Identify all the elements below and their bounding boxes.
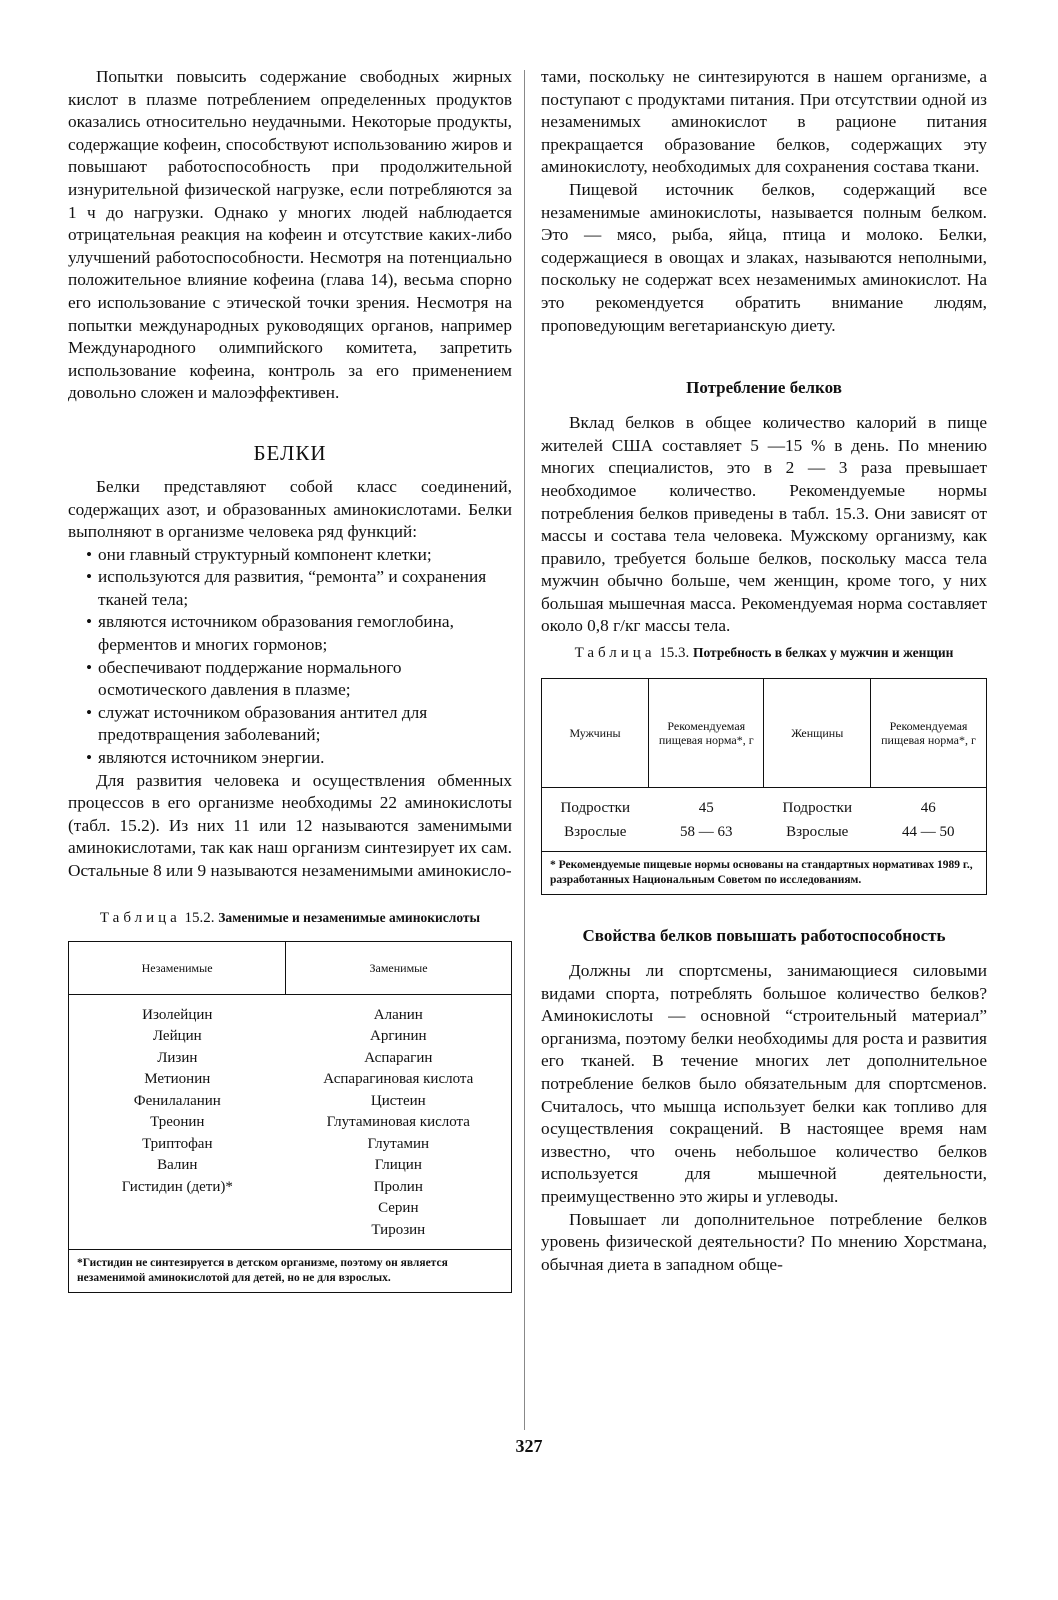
table-15-3-caption: Таблица 15.3. Потребность в белках у мужчин и женщин: [574, 645, 954, 662]
nonessential-list: Аланин Аргинин Аспарагин Аспарагиновая кислота Цистеин Глутаминовая кислота Глутамин Глицин Пролин Серин Тирозин: [323, 1006, 474, 1238]
column-header-women: Женщины: [764, 679, 871, 788]
list-item: • обеспечивают поддержание нормального осмотического давления в плазме;: [86, 657, 402, 700]
table-15-2-caption: Таблица 15.2. Заменимые и незаменимые аминокислоты: [99, 909, 481, 926]
column-header-essential: Незаменимые: [69, 942, 286, 995]
paragraph-amino-acids: Для развития человека и осуществления обменных процессов в его организме необходимы 22 аминокислоты (табл. 15.2). Из них 11 или 12 называются заменимыми аминокислотами, так как наш организм синтезирует их сам. Остальные 8 или 9 называются незаменимыми аминокисло-: [68, 770, 512, 880]
paragraph-essential-continued: тами, поскольку не синтезируются в нашем организме, а поступают с продуктами питания. При отсутствии одной из незаменимых аминокислот в рационе питания прекращается образование белков, содержащих эту аминокислоту, необходимых для сохранения состава ткани.: [541, 67, 987, 177]
list-item: • используются для развития, “ремонта” и сохранения тканей тела;: [86, 567, 487, 609]
table-15-3: [541, 678, 987, 895]
table-row: Подростки 45 Подростки 46: [560, 800, 936, 817]
section-heading-protein-intake: Потребление белков: [686, 378, 842, 398]
paragraph-complete-protein: Пищевой источник белков, содержащий все незаменимые аминокислоты, называется полным белком. Это — мясо, рыба, яйца, птица и молоко. Белки, содержащиеся в овощах и злаках, называются неполными, поскольку не содержат всех незаменимых аминокислот. На это рекомендуется обратить внимание людям, проповедующим вегетарианскую диету.: [541, 179, 987, 335]
paragraph-proteins-intro: Белки представляют собой класс соединений, содержащих азот, и образованных аминокислотами. Белки выполняют в организме человека ряд функций:: [68, 476, 512, 542]
list-item: • являются источником образования гемоглобина, ферментов и многих гормонов;: [86, 612, 454, 655]
column-header-men: Мужчины: [542, 679, 649, 788]
column-header-norm-women: Рекомендуемая пищевая норма*, г: [871, 679, 986, 788]
column-header-nonessential: Заменимые: [286, 942, 511, 995]
table-row: Взрослые 58 — 63 Взрослые 44 — 50: [564, 823, 955, 840]
list-item: • служат источником образования антител для предотвращения заболеваний;: [86, 702, 428, 745]
paragraph-protein-intake: Вклад белков в общее количество калорий в пище жителей США составляет 5 —15 % в день. По мнению многих специалистов, это в 2 — 3 раза превышает необходимое количество. Рекомендуемые нормы потребления белков приведены в табл. 15.3. Они зависят от массы и состава тела человека. Мужскому организму, как правило, требуется больше белков, поскольку масса тела мужчин обычно больше, чем женщин, кроме того, у них большая мышечная масса. Рекомендуемая норма составляет около 0,8 г/кг массы тела.: [541, 413, 987, 636]
list-item: • они главный структурный компонент клетки;: [86, 544, 432, 564]
table-15-2: [68, 941, 512, 1294]
list-item: • являются источником энергии.: [86, 748, 325, 768]
paragraph-caffeine: Попытки повысить содержание свободных жирных кислот в плазме потреблением определенных продуктов оказались относительно неудачными. Некоторые продукты, содержащие кофеин, способствуют использованию жиров и повышают работоспособность при продолжительной изнурительной физической нагрузке, если потребляются за 1 ч до нагрузки. Однако у многих людей наблюдается отрицательная реакция на кофеин и отсутствие каких-либо улучшений работоспособности. Несмотря на потенциально положительное влияние кофеина (глава 14), весьма спорно его использование с этической точки зрения. Несмотря на попытки международных руководящих органов, например Международного олимпийского комитета, запретить использование кофеина, контроль за его применением довольно сложен и малоэффективен.: [68, 67, 512, 403]
paragraph-additional-protein: Повышает ли дополнительное потребление белков уровень физической деятельности? По мнению Хорстмана, обычная диета в западном обще-: [541, 1209, 987, 1274]
table-15-3-footnote: * Рекомендуемые пищевые нормы основаны на стандартных нормативах 1989 г., разработанных Национальным Советом по исследованиям.: [542, 851, 986, 894]
table-15-2-footnote: *Гистидин не синтезируется в детском организме, поэтому он является незаменимой аминокислотой для детей, но не для взрослых.: [69, 1249, 511, 1292]
page-number: 327: [515, 1436, 543, 1456]
essential-list: Изолейцин Лейцин Лизин Метионин Фенилаланин Треонин Триптофан Валин Гистидин (дети)*: [121, 1006, 233, 1195]
paragraph-athletes-protein: Должны ли спортсмены, занимающиеся силовыми видами спорта, потреблять большое количество белков? Аминокислоты — основной “строительный материал” организма, поэтому белки необходимы для роста и развития его тканей. В течение многих лет дополнительное потребление белков было обязательным для спортсменов. Считалось, что мышца использует белки как топливо для осуществления сокращений. В настоящее время нам известно, что очень небольшое количество белков используется для мышечной деятельности, преимущественно это жиры и углеводы.: [541, 961, 987, 1206]
protein-functions-list: [68, 544, 512, 770]
right-column: [541, 66, 987, 1276]
column-divider: [524, 70, 525, 1430]
section-heading-performance: Свойства белков повышать работоспособность: [582, 926, 946, 946]
left-column: [68, 66, 512, 1293]
section-heading-proteins: БЕЛКИ: [253, 440, 327, 465]
column-header-norm-men: Рекомендуемая пищевая норма*, г: [649, 679, 764, 788]
